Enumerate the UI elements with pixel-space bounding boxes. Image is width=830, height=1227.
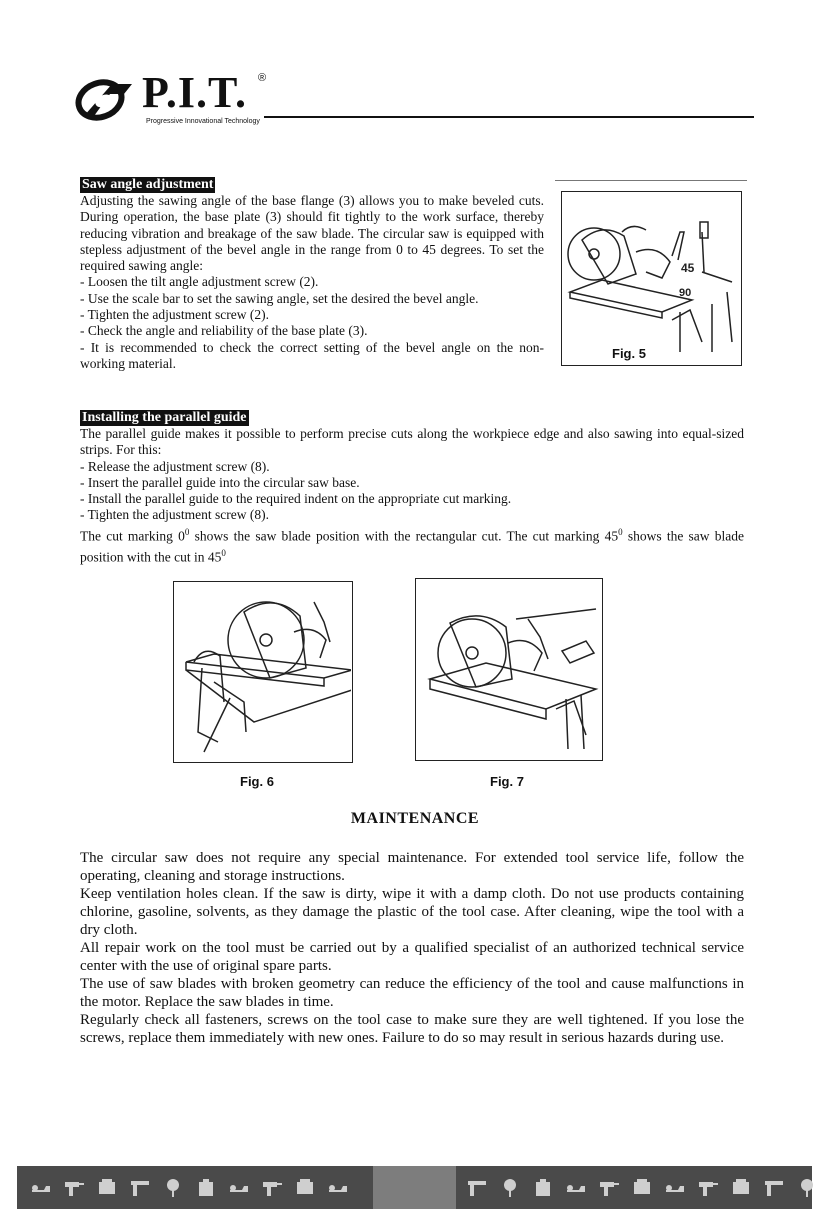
drill-icon [261, 1176, 283, 1198]
generator-icon [294, 1176, 316, 1198]
generator-icon [96, 1176, 118, 1198]
maintenance-body [80, 849, 744, 1047]
maintenance-title: MAINTENANCE [350, 810, 480, 827]
parallel-guide-heading: Installing the parallel guide [82, 410, 247, 425]
parallel-guide-section [80, 409, 744, 565]
maintenance-paragraph: Regularly check all fasteners, screws on the tool case to make sure they are well tightened. If you lose the screws, replace them immediately with new ones. Failure to do so may result in serious hazards during use. [80, 1012, 744, 1046]
saw-angle-heading: Saw angle adjustment [82, 177, 214, 192]
registered-mark: ® [258, 72, 267, 84]
nailer-icon [466, 1176, 488, 1198]
degree-sup: 0 [618, 526, 623, 537]
drill-icon [63, 1176, 85, 1198]
figure-6-caption: Fig. 6 [240, 774, 274, 789]
nailer-icon [763, 1176, 785, 1198]
parallel-guide-step: - Insert the parallel guide into the circular saw base. [80, 474, 360, 490]
degree-sup: 0 [221, 547, 226, 558]
nailer-icon [129, 1176, 151, 1198]
fig5-label-90: 90 [679, 287, 692, 299]
maintenance-paragraph: The circular saw does not require any special maintenance. For extended tool service life, follow the operating, cleaning and storage instructions. [80, 850, 744, 884]
grinder-icon [565, 1176, 587, 1198]
brand-tagline: Progressive Innovational Technology [146, 118, 260, 125]
saw-angle-step: - Loosen the tilt angle adjustment screw (2). [80, 274, 319, 290]
drill-icon [598, 1176, 620, 1198]
battery-icon [532, 1176, 554, 1198]
saw-angle-step: - Use the scale bar to set the sawing angle, set the desired the bevel angle. [80, 290, 479, 306]
parallel-guide-step: - Tighten the adjustment screw (8). [80, 507, 269, 523]
drill-icon [697, 1176, 719, 1198]
cut-marking-text-b: shows the saw blade position with the rectangular cut. The cut marking 45 [189, 528, 619, 544]
cut-marking-text-c: shows the saw blade position with the cut in 45 [80, 528, 744, 565]
saw-angle-step: - It is recommended to check the correct setting of the bevel angle on the non-working material. [80, 339, 544, 371]
footer-page-block [373, 1166, 456, 1209]
figure-7-illustration [415, 578, 603, 761]
mixer-icon [162, 1176, 184, 1198]
header-rule [264, 116, 754, 118]
figure-5-caption: Fig. 5 [612, 346, 646, 361]
maintenance-paragraph: The use of saw blades with broken geometry can reduce the efficiency of the tool and cause malfunctions in the motor. Replace the saw blades in time. [80, 976, 744, 1010]
mixer-icon [499, 1176, 521, 1198]
parallel-guide-intro: The parallel guide makes it possible to perform precise cuts along the workpiece edge and also sawing into equal-sized strips. For this: [80, 426, 744, 458]
mixer-icon [796, 1176, 818, 1198]
saw-angle-step: - Tighten the adjustment screw (2). [80, 307, 269, 323]
fig5-label-45: 45 [681, 261, 695, 275]
cut-marking-text-a: The cut marking 0 [80, 528, 185, 544]
saw-angle-step: - Check the angle and reliability of the base plate (3). [80, 323, 368, 339]
saw-bevel-drawing [562, 192, 740, 364]
figure-6-illustration [173, 581, 353, 763]
figure-rule [555, 180, 747, 181]
battery-icon [195, 1176, 217, 1198]
generator-icon [730, 1176, 752, 1198]
saw-parallel-guide-drawing [174, 582, 351, 761]
logo-emblem-icon [74, 78, 136, 122]
figure-5-illustration [561, 191, 742, 366]
cut-marking-note [80, 524, 744, 566]
grinder-icon [664, 1176, 686, 1198]
generator-icon [631, 1176, 653, 1198]
saw-angle-intro: Adjusting the sawing angle of the base flange (3) allows you to make beveled cuts. During operation, the base plate (3) should fit tightly to the work surface, thereby reducing vibration and breakage of the saw blade. The circular saw is equipped with stepless adjustment of the bevel angle in the range from 0 to 45 degrees. To set the required sawing angle: [80, 193, 544, 274]
brand-logo-text: P.I.T. [142, 68, 248, 117]
parallel-guide-step: - Release the adjustment screw (8). [80, 458, 270, 474]
grinder-icon [327, 1176, 349, 1198]
degree-sup: 0 [184, 526, 190, 537]
grinder-icon [228, 1176, 250, 1198]
maintenance-paragraph: Keep ventilation holes clean. If the saw is dirty, wipe it with a damp cloth. Do not use products containing chlorine, gasoline, solvents, as they damage the plastic of the tool case. After cleaning, wipe the tool with a dry cloth. [80, 886, 744, 938]
saw-angle-section [80, 176, 544, 372]
figure-7-caption: Fig. 7 [490, 774, 524, 789]
grinder-icon [30, 1176, 52, 1198]
maintenance-paragraph: All repair work on the tool must be carried out by a qualified specialist of an authorized technical service center with the use of original spare parts. [80, 940, 744, 974]
saw-cutting-drawing [416, 579, 601, 759]
parallel-guide-step: - Install the parallel guide to the required indent on the appropriate cut marking. [80, 491, 512, 507]
